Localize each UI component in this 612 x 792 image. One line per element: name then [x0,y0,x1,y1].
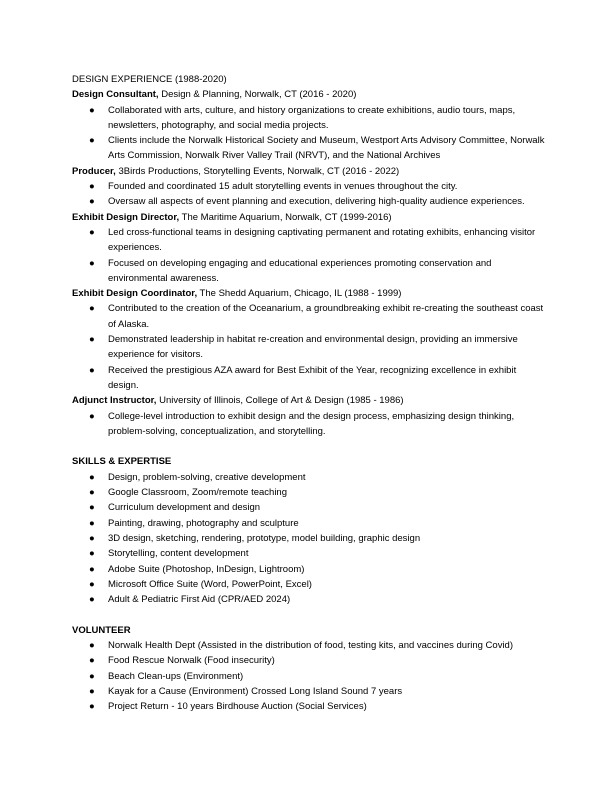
list-item-text: Kayak for a Cause (Environment) Crossed Long Island Sound 7 years [108,685,403,697]
list-item [72,500,548,515]
bullet-icon: ● [89,701,95,713]
job-title-line [72,286,548,301]
job-title-line [72,210,548,225]
list-item-text: Focused on developing engaging and educational experiences promoting conservation and environmental awareness. [108,257,492,284]
list-item-text: Project Return - 10 years Birdhouse Auction (Social Services) [108,701,367,713]
bullet-icon: ● [89,502,95,514]
list-item [72,470,548,485]
bullet-icon: ● [89,135,95,147]
list-item [72,194,548,209]
job-detail: 3Birds Productions, Storytelling Events, Norwalk, CT (2016 - 2022) [115,165,400,177]
list-item-text: Adobe Suite (Photoshop, InDesign, Lightroom) [108,563,305,575]
list-item [72,592,548,607]
bullet-icon: ● [89,578,95,590]
bullet-icon: ● [89,639,95,651]
list-item [72,332,548,363]
bullet-icon: ● [89,181,95,193]
bullet-icon: ● [89,548,95,560]
job-title-line [72,393,548,408]
job-bullets [72,301,548,393]
bullet-icon: ● [89,517,95,529]
list-item-text: 3D design, sketching, rendering, prototype, model building, graphic design [108,532,421,544]
list-item-text: Founded and coordinated 15 adult storytelling events in venues throughout the city. [108,181,458,193]
job-role: Exhibit Design Coordinator, [72,288,198,300]
list-item [72,301,548,332]
job-detail: University of Illinois, College of Art & Design (1985 - 1986) [156,395,404,407]
bullet-icon: ● [89,364,95,376]
list-item [72,669,548,684]
volunteer-section [72,623,548,715]
list-item [72,103,548,134]
job-title-line [72,87,548,102]
list-item [72,653,548,668]
job-role: Producer, [72,165,116,177]
volunteer-list [72,638,548,714]
bullet-icon: ● [89,532,95,544]
skills-section [72,454,548,607]
list-item-text: Led cross-functional teams in designing captivating permanent and rotating exhibits, enhancing visitor experiences. [108,226,536,254]
list-item [72,225,548,256]
list-item [72,577,548,592]
bullet-icon: ● [89,303,95,315]
list-item [72,133,548,164]
volunteer-heading: VOLUNTEER [72,624,131,636]
job-title-line [72,164,548,179]
job-bullets [72,179,548,210]
list-item [72,562,548,577]
list-item-text: Received the prestigious AZA award for Best Exhibit of the Year, recognizing excellence in exhibit design. [108,364,517,391]
list-item [72,409,548,440]
job-role: Design Consultant, [72,89,159,101]
resume-page [72,72,548,714]
job-bullets [72,409,548,440]
list-item [72,699,548,714]
list-item [72,256,548,287]
bullet-icon: ● [89,487,95,499]
bullet-icon: ● [89,685,95,697]
job-detail: Design & Planning, Norwalk, CT (2016 - 2020) [158,89,357,101]
bullet-icon: ● [89,563,95,575]
list-item [72,516,548,531]
design-experience-heading: DESIGN EXPERIENCE (1988-2020) [72,74,227,85]
list-item-text: College-level introduction to exhibit design and the design process, emphasizing design thinking, problem-solving, conceptualization, and storytelling. [108,410,515,437]
bullet-icon: ● [89,257,95,269]
bullet-icon: ● [89,410,95,422]
list-item [72,363,548,394]
list-item-text: Google Classroom, Zoom/remote teaching [108,487,287,499]
bullet-icon: ● [89,655,95,667]
list-item-text: Contributed to the creation of the Oceanarium, a groundbreaking exhibit re-creating the southeast coast of Alaska. [108,303,544,330]
skills-list [72,470,548,608]
bullet-icon: ● [89,670,95,682]
list-item [72,179,548,194]
bullet-icon: ● [89,334,95,346]
list-item [72,638,548,653]
skills-heading: SKILLS & EXPERTISE [72,456,172,468]
list-item-text: Design, problem-solving, creative development [108,471,306,483]
list-item-text: Microsoft Office Suite (Word, PowerPoint, Excel) [108,578,312,590]
list-item [72,485,548,500]
list-item-text: Beach Clean-ups (Environment) [108,670,244,682]
list-item-text: Adult & Pediatric First Aid (CPR/AED 2024) [108,594,291,606]
section-spacer [72,439,548,454]
section-spacer [72,607,548,622]
job-bullets [72,225,548,286]
job-role: Exhibit Design Director, [72,211,180,223]
list-item [72,684,548,699]
job-role: Adjunct Instructor, [72,395,157,407]
list-item [72,531,548,546]
job-detail: The Maritime Aquarium, Norwalk, CT (1999-2016) [179,211,392,223]
bullet-icon: ● [89,594,95,606]
list-item-text: Painting, drawing, photography and sculpture [108,517,299,529]
bullet-icon: ● [89,226,95,238]
bullet-icon: ● [89,471,95,483]
bullet-icon: ● [89,196,95,208]
bullet-icon: ● [89,104,95,116]
list-item-text: Storytelling, content development [108,548,249,560]
list-item-text: Food Rescue Norwalk (Food insecurity) [108,655,275,667]
job-list [72,87,548,439]
design-experience-section [72,72,548,439]
list-item-text: Collaborated with arts, culture, and history organizations to create exhibitions, audio tours, maps, newsletters, photography, and social media projects. [108,104,516,131]
list-item-text: Oversaw all aspects of event planning and execution, delivering high-quality audience experiences. [108,196,525,208]
job-detail: The Shedd Aquarium, Chicago, IL (1988 - 1999) [197,288,402,300]
list-item-text: Curriculum development and design [108,502,261,514]
list-item-text: Clients include the Norwalk Historical Society and Museum, Westport Arts Advisory Committee, Norwalk Arts Commission, Norwalk River Valley Trail (NRVT), and the National Archives [108,135,545,162]
job-bullets [72,103,548,164]
list-item [72,546,548,561]
list-item-text: Demonstrated leadership in habitat re-creation and environmental design, providing an immersive experience for visitors. [108,334,518,361]
list-item-text: Norwalk Health Dept (Assisted in the distribution of food, testing kits, and vaccines during Covid) [108,639,514,651]
